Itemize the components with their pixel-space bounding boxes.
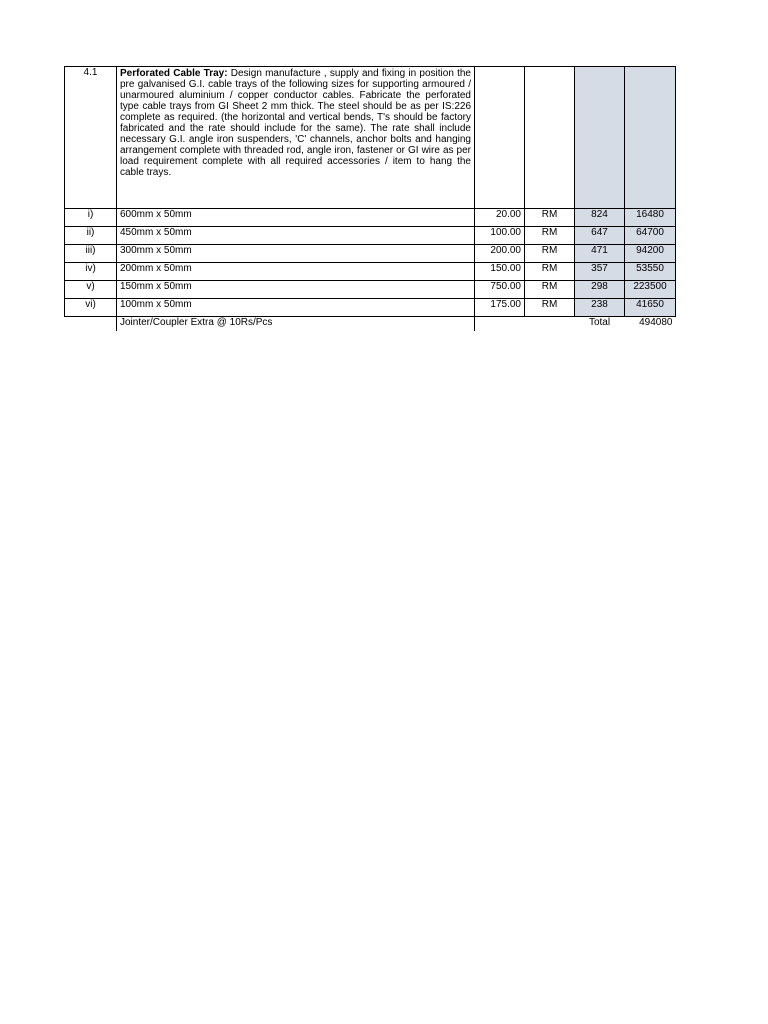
row-size: 100mm x 50mm bbox=[117, 299, 475, 317]
row-unit: RM bbox=[525, 281, 575, 299]
table-row bbox=[65, 299, 676, 317]
row-rate: 238 bbox=[575, 299, 625, 317]
row-qty: 100.00 bbox=[475, 227, 525, 245]
row-amount: 64700 bbox=[625, 227, 676, 245]
row-number: iv) bbox=[65, 263, 117, 281]
row-size: 150mm x 50mm bbox=[117, 281, 475, 299]
row-number: ii) bbox=[65, 227, 117, 245]
item-header-row bbox=[65, 67, 676, 209]
rate-header-cell bbox=[575, 67, 625, 209]
row-rate: 471 bbox=[575, 245, 625, 263]
table-row bbox=[65, 227, 676, 245]
row-number: v) bbox=[65, 281, 117, 299]
row-amount: 53550 bbox=[625, 263, 676, 281]
row-qty: 20.00 bbox=[475, 209, 525, 227]
qty-header-cell bbox=[475, 67, 525, 209]
row-rate: 647 bbox=[575, 227, 625, 245]
table-row bbox=[65, 263, 676, 281]
row-number: i) bbox=[65, 209, 117, 227]
table-row bbox=[65, 245, 676, 263]
item-title: Perforated Cable Tray: bbox=[120, 68, 228, 79]
item-description-text: Design manufacture , supply and fixing in position the pre galvanised G.I. cable trays of the following sizes for supporting armoured / unarmoured aluminium / copper conductor cables. Fabricate the perforated type cable trays from GI Sheet 2 mm thick. The steel should be as per IS:226 complete as required. (the horizontal and vertical bends, T's should be factory fabricated and the rate should include for the same). The rate shall include necessary G.I. angle iron suspenders, 'C' channels, anchor bolts and hanging arrangement complete with threaded rod, angle iron, fastener or GI wire as per load requirement complete with all required accessories / item to hang the cable trays. bbox=[120, 68, 471, 178]
row-number: iii) bbox=[65, 245, 117, 263]
row-amount: 223500 bbox=[625, 281, 676, 299]
jointer-note: Jointer/Coupler Extra @ 10Rs/Pcs bbox=[117, 317, 475, 332]
row-size: 450mm x 50mm bbox=[117, 227, 475, 245]
row-size: 200mm x 50mm bbox=[117, 263, 475, 281]
row-qty: 150.00 bbox=[475, 263, 525, 281]
unit-header-cell bbox=[525, 67, 575, 209]
row-unit: RM bbox=[525, 263, 575, 281]
boq-table bbox=[64, 66, 676, 331]
row-size: 300mm x 50mm bbox=[117, 245, 475, 263]
row-unit: RM bbox=[525, 299, 575, 317]
item-description bbox=[117, 67, 475, 209]
row-unit: RM bbox=[525, 227, 575, 245]
row-number: vi) bbox=[65, 299, 117, 317]
row-size: 600mm x 50mm bbox=[117, 209, 475, 227]
row-qty: 750.00 bbox=[475, 281, 525, 299]
row-rate: 357 bbox=[575, 263, 625, 281]
row-rate: 298 bbox=[575, 281, 625, 299]
row-unit: RM bbox=[525, 245, 575, 263]
footer-row bbox=[65, 317, 676, 332]
row-amount: 94200 bbox=[625, 245, 676, 263]
row-amount: 16480 bbox=[625, 209, 676, 227]
table-row bbox=[65, 281, 676, 299]
row-amount: 41650 bbox=[625, 299, 676, 317]
amount-header-cell bbox=[625, 67, 676, 209]
table-row bbox=[65, 209, 676, 227]
row-rate: 824 bbox=[575, 209, 625, 227]
total-label: Total bbox=[588, 317, 611, 328]
item-number: 4.1 bbox=[65, 67, 117, 209]
row-unit: RM bbox=[525, 209, 575, 227]
total-value: 494080 bbox=[639, 317, 673, 328]
row-qty: 175.00 bbox=[475, 299, 525, 317]
row-qty: 200.00 bbox=[475, 245, 525, 263]
